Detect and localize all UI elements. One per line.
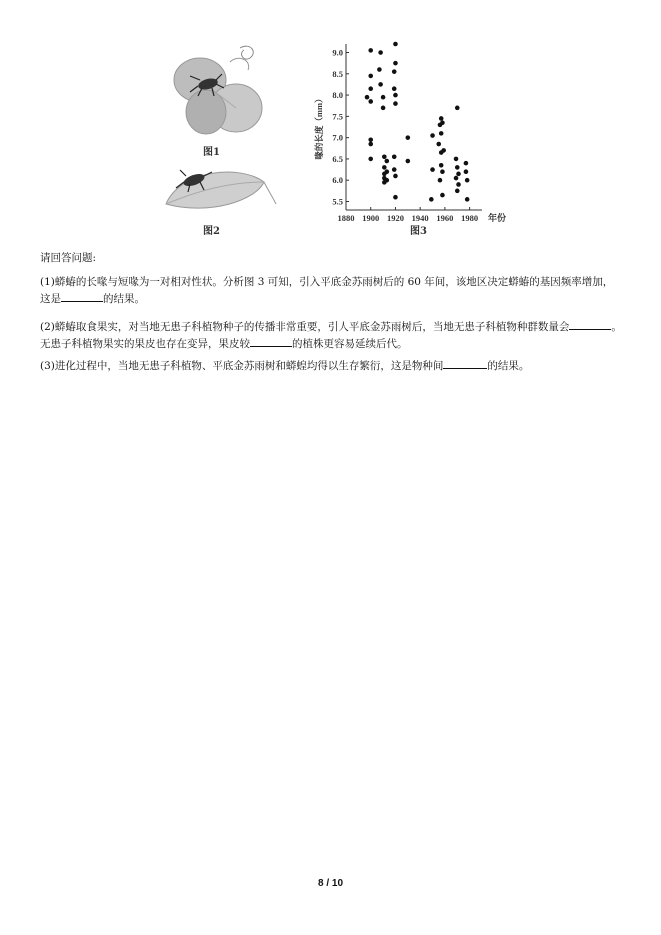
data-point <box>430 133 435 138</box>
y-tick-label: 9.0 <box>332 47 343 58</box>
x-tick-label: 1960 <box>436 213 454 223</box>
y-tick-label: 5.5 <box>332 196 343 207</box>
intro-text: 请回答问题: <box>40 252 97 264</box>
data-point <box>464 169 469 174</box>
data-point <box>385 178 390 183</box>
data-point <box>406 159 411 164</box>
answer-blank-4[interactable] <box>443 357 487 369</box>
data-point <box>454 176 459 181</box>
data-point <box>368 157 373 162</box>
page-number: 8 / 10 <box>317 878 344 889</box>
data-point <box>368 142 373 147</box>
data-point <box>382 154 387 159</box>
data-point <box>454 157 459 162</box>
data-point <box>368 137 373 142</box>
question-1-tail: 的结果。 <box>103 293 145 305</box>
data-point <box>378 82 383 87</box>
data-point <box>381 106 386 111</box>
data-point <box>429 197 434 202</box>
y-tick-label: 7.0 <box>332 132 343 143</box>
answer-blank-2[interactable] <box>569 318 611 330</box>
figure-2-caption: 图2 <box>203 226 220 237</box>
data-point <box>368 99 373 104</box>
figure-2-bug-on-leaf <box>160 160 280 220</box>
y-tick-label: 6.5 <box>332 153 343 164</box>
data-point <box>465 178 470 183</box>
data-point <box>392 167 397 172</box>
answer-blank-3[interactable] <box>250 335 292 347</box>
question-2-tail: 的植株更容易延续后代。 <box>292 338 408 350</box>
question-3-tail: 的结果。 <box>487 360 530 372</box>
data-point <box>368 74 373 79</box>
data-point <box>382 165 387 170</box>
data-point <box>406 135 411 140</box>
data-point <box>456 182 461 187</box>
data-point <box>441 148 446 153</box>
data-point <box>440 169 445 174</box>
data-point <box>455 165 460 170</box>
data-point <box>439 163 444 168</box>
data-point <box>392 154 397 159</box>
question-3-text: (3)进化过程中，当地无患子科植物、平底金苏雨树和蟒蝗均得以生存繁衍，这是物种间 <box>40 360 444 372</box>
y-axis-label: 喙的长度（mm） <box>314 94 324 160</box>
data-point <box>464 161 469 166</box>
data-point <box>392 86 397 91</box>
question-1 <box>40 275 622 307</box>
question-1-text: (1)蟒蝽的长喙与短喙为一对相对性状。分析图 3 可知，引入平底金苏雨树后的 60 年间，该地区决定蟒蝽的基因频率增加，这是 <box>40 276 614 305</box>
data-point <box>385 169 390 174</box>
y-tick-label: 7.5 <box>332 111 343 122</box>
x-tick-label: 1940 <box>411 213 429 223</box>
x-tick-label: 1980 <box>461 213 479 223</box>
question-3 <box>40 357 622 374</box>
question-2-text: (2)蟒蝽取食果实，对当地无患子科植物种子的传播非常重要，引人平底金苏雨树后，当地无患子科植物种群数量会 <box>40 321 570 333</box>
data-point <box>393 174 398 179</box>
x-tick-label: 1920 <box>386 213 404 223</box>
data-point <box>430 167 435 172</box>
data-point <box>439 131 444 136</box>
data-point <box>393 101 398 106</box>
data-point <box>393 195 398 200</box>
data-point <box>368 86 373 91</box>
data-point <box>393 61 398 66</box>
data-point <box>438 178 443 183</box>
data-point <box>440 120 445 125</box>
data-point <box>392 69 397 74</box>
y-tick-label: 6.0 <box>332 175 343 186</box>
data-point <box>393 93 398 98</box>
data-point <box>385 159 390 164</box>
answer-blank-1[interactable] <box>61 290 103 302</box>
data-point <box>377 67 382 72</box>
data-point <box>381 95 386 100</box>
y-tick-label: 8.0 <box>332 90 343 101</box>
data-point <box>440 193 445 198</box>
figure-3-scatter-chart <box>312 38 512 228</box>
x-tick-label: 1900 <box>362 213 380 223</box>
data-point <box>465 197 470 202</box>
question-2-mid: 。无患子科植物果实的果皮也存在变异，果皮较 <box>40 321 622 350</box>
data-point <box>368 48 373 53</box>
data-point <box>455 106 460 111</box>
data-point <box>365 95 370 100</box>
data-point <box>439 116 444 121</box>
x-axis-label: 年份 <box>488 213 507 223</box>
y-tick-label: 8.5 <box>332 68 343 79</box>
figure-3-caption: 图3 <box>410 226 427 237</box>
figure-1-bug-on-leaves <box>160 40 280 140</box>
data-point <box>378 50 383 55</box>
x-tick-label: 1880 <box>337 213 355 223</box>
data-point <box>436 142 441 147</box>
data-point <box>456 172 461 177</box>
question-2 <box>40 318 622 352</box>
data-point <box>393 42 398 47</box>
figure-1-caption: 图1 <box>203 147 220 158</box>
data-point <box>455 189 460 194</box>
